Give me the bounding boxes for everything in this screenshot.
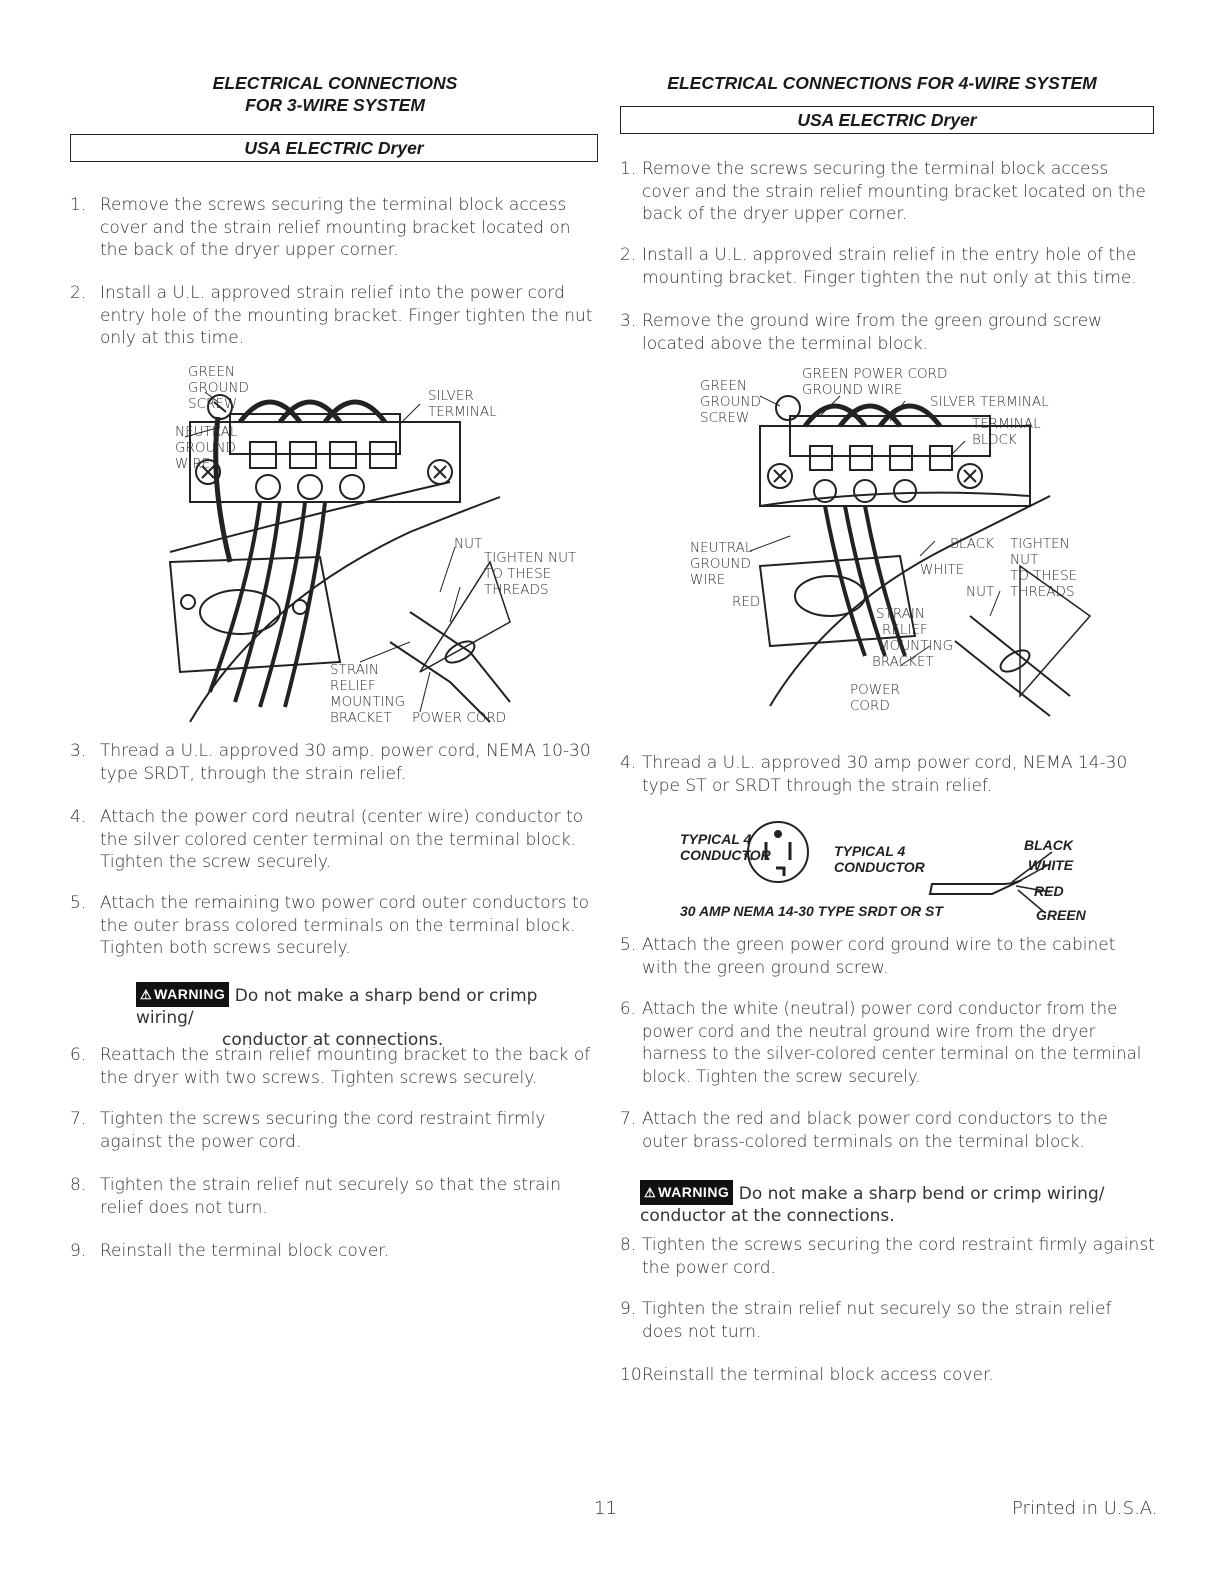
- step-text: Reinstall the terminal block cover.: [100, 1241, 390, 1261]
- warning-text-line1: Do not make a sharp bend or crimp wiring/: [738, 1184, 1105, 1204]
- label-neutral: NEUTRAL: [175, 424, 238, 440]
- label-conductor-b: CONDUCTOR: [834, 859, 925, 875]
- step-number: 6.: [70, 1045, 87, 1065]
- left-step-1: [70, 194, 600, 262]
- label-typical-4a: TYPICAL 4: [680, 831, 752, 847]
- label-black: BLACK: [1024, 837, 1073, 853]
- label-threads: THREADS: [1010, 584, 1075, 600]
- printed-in: Printed in U.S.A.: [1012, 1498, 1158, 1519]
- left-heading-line2: FOR 3-WIRE SYSTEM: [245, 95, 425, 115]
- label-nut-2: NUT: [1010, 552, 1039, 568]
- label-tighten-nut: TIGHTEN NUT: [484, 550, 577, 566]
- step-text: Attach the power cord neutral (center wire) conductor to the silver colored center terminal on the terminal block. Tighten the screw securely.: [100, 807, 584, 872]
- left-step-2: [70, 282, 600, 350]
- step-text: Install a U.L. approved strain relief into the power cord entry hole of the mounting bracket. Finger tighten the nut only at this time.: [100, 283, 593, 348]
- label-bracket: BRACKET: [330, 710, 392, 726]
- label-to-these: TO THESE: [1010, 568, 1078, 584]
- warning-triangle-icon: ⚠: [140, 987, 153, 1002]
- step-number: 8.: [70, 1175, 87, 1195]
- step-number: 7.: [620, 1109, 637, 1129]
- label-typical-4b: TYPICAL 4: [834, 843, 906, 859]
- label-wire: WIRE: [690, 572, 726, 588]
- right-step-10: [620, 1364, 1155, 1387]
- step-number: 3.: [70, 741, 87, 761]
- label-bracket: BRACKET: [872, 654, 934, 670]
- conductor-caption: 30 AMP NEMA 14-30 TYPE SRDT OR ST: [680, 903, 943, 919]
- left-step-6: [70, 1044, 600, 1089]
- label-mounting: MOUNTING: [330, 694, 406, 710]
- label-ground: GROUND: [188, 380, 249, 396]
- label-white: WHITE: [1028, 857, 1074, 873]
- label-strain: STRAIN: [330, 662, 379, 678]
- four-wire-diagram: [690, 366, 1100, 722]
- label-nut: NUT: [966, 584, 995, 600]
- label-green: GREEN: [188, 364, 235, 380]
- step-text: Reinstall the terminal block access cover.: [642, 1365, 994, 1385]
- step-number: 5.: [620, 935, 637, 955]
- step-number: 6.: [620, 999, 636, 1018]
- step-text: Attach the green power cord ground wire to the cabinet with the green ground screw.: [642, 935, 1116, 978]
- label-ground-2: GROUND: [690, 556, 751, 572]
- label-white: WHITE: [920, 562, 965, 578]
- label-ground-2: GROUND: [175, 440, 236, 456]
- label-cord: CORD: [850, 698, 890, 714]
- warning-triangle-icon: ⚠: [644, 1185, 657, 1200]
- label-terminal: TERMINAL: [972, 416, 1041, 432]
- step-number: 1.: [620, 159, 637, 179]
- label-ground-wire: GROUND WIRE: [802, 382, 903, 398]
- left-step-5: [70, 892, 600, 960]
- step-number: 10.: [620, 1365, 648, 1385]
- step-number: 5.: [70, 893, 87, 913]
- label-conductor-a: CONDUCTOR: [680, 847, 771, 863]
- step-number: 2.: [70, 283, 87, 303]
- warning-text-line2: conductor at connections.: [222, 1030, 444, 1050]
- step-number: 8.: [620, 1235, 637, 1255]
- step-text: Remove the ground wire from the green ground screw located above the terminal block.: [642, 311, 1103, 354]
- right-step-8: [620, 1234, 1155, 1279]
- label-strain: STRAIN: [876, 606, 925, 622]
- label-wire: WIRE: [175, 456, 211, 472]
- left-step-3: [70, 740, 600, 785]
- step-text: Thread a U.L. approved 30 amp. power cord, NEMA 10-30 type SRDT, through the strain relief.: [100, 741, 591, 784]
- label-silver-terminal: SILVER TERMINAL: [930, 394, 1049, 410]
- label-red: RED: [1034, 883, 1064, 899]
- left-heading-line1: ELECTRICAL CONNECTIONS: [212, 73, 458, 93]
- label-screw: SCREW: [188, 396, 238, 412]
- conductor-diagram: [672, 812, 1092, 924]
- step-text: Tighten the strain relief nut securely so the strain relief does not turn.: [642, 1299, 1112, 1342]
- right-box-title: USA ELECTRIC Dryer: [620, 106, 1154, 134]
- step-text: Remove the screws securing the terminal block access cover and the strain relief mounting bracket located on the back of the dryer upper corner.: [100, 195, 571, 260]
- label-threads: THREADS: [484, 582, 549, 598]
- label-power: POWER: [850, 682, 901, 698]
- label-mounting: MOUNTING: [878, 638, 954, 654]
- left-step-8: [70, 1174, 600, 1219]
- right-warning: [640, 1180, 1150, 1227]
- label-terminal: TERMINAL: [428, 404, 497, 420]
- page-number: 11: [594, 1498, 617, 1519]
- right-step-1: [620, 158, 1155, 226]
- label-tighten: TIGHTEN: [1010, 536, 1070, 552]
- step-text: Reattach the strain relief mounting bracket to the back of the dryer with two screws. Tighten screws securely.: [100, 1045, 591, 1088]
- right-step-9: [620, 1298, 1155, 1343]
- label-green-power-cord: GREEN POWER CORD: [802, 366, 948, 382]
- label-red: RED: [732, 594, 761, 610]
- label-green: GREEN: [700, 378, 747, 394]
- left-step-9: [70, 1240, 600, 1263]
- step-text: Tighten the strain relief nut securely so that the strain relief does not turn.: [100, 1175, 562, 1218]
- step-number: 3.: [620, 311, 637, 331]
- left-box-title: USA ELECTRIC Dryer: [70, 134, 598, 162]
- label-black: BLACK: [950, 536, 994, 552]
- label-neutral: NEUTRAL: [690, 540, 753, 556]
- left-step-4: [70, 806, 600, 874]
- right-heading: ELECTRICAL CONNECTIONS FOR 4-WIRE SYSTEM: [667, 73, 1097, 93]
- step-text: Attach the red and black power cord conductors to the outer brass-colored terminals on the terminal block.: [642, 1109, 1108, 1152]
- step-text: Thread a U.L. approved 30 amp power cord, NEMA 14-30 type ST or SRDT through the strain relief.: [642, 753, 1128, 796]
- right-step-5: [620, 934, 1155, 979]
- step-text: Attach the remaining two power cord outer conductors to the outer brass colored terminals on the terminal block. Tighten both screws securely.: [100, 893, 590, 958]
- step-number: 7.: [70, 1109, 87, 1129]
- label-screw: SCREW: [700, 410, 750, 426]
- step-number: 9.: [70, 1241, 87, 1261]
- label-power-cord: POWER CORD: [412, 710, 507, 726]
- step-number: 2.: [620, 245, 637, 265]
- three-wire-diagram: [110, 362, 577, 732]
- right-step-3: [620, 310, 1155, 355]
- step-number: 9.: [620, 1299, 637, 1319]
- warning-badge: ⚠ WARNING: [640, 1180, 733, 1205]
- label-to-these: TO THESE: [484, 566, 552, 582]
- step-text: Install a U.L. approved strain relief in the entry hole of the mounting bracket. Finger tighten the nut only at this time.: [642, 245, 1137, 288]
- label-relief: RELIEF: [330, 678, 376, 694]
- left-warning: [136, 982, 596, 1051]
- step-text: Tighten the screws securing the cord restraint firmly against the power cord.: [642, 1235, 1155, 1278]
- label-relief: RELIEF: [882, 622, 928, 638]
- step-number: 4.: [620, 753, 637, 773]
- label-nut: NUT: [454, 536, 483, 552]
- right-step-2: [620, 244, 1155, 289]
- step-text: Attach the white (neutral) power cord conductor from the power cord and the neutral ground wire from the dryer harness to the silver-colored center terminal on the terminal block. Tighten the screw securely.: [642, 999, 1142, 1086]
- step-text: Remove the screws securing the terminal block access cover and the strain relief mounting bracket located on the back of the dryer upper corner.: [642, 159, 1146, 224]
- step-number: 1.: [70, 195, 87, 215]
- right-step-6: [620, 998, 1155, 1088]
- warning-text-line1: Do not make a sharp bend or crimp wiring/: [136, 986, 538, 1028]
- right-step-7: [620, 1108, 1155, 1153]
- left-step-7: [70, 1108, 605, 1153]
- warning-badge: ⚠ WARNING: [136, 982, 229, 1007]
- label-green: GREEN: [1036, 907, 1086, 923]
- label-block: BLOCK: [972, 432, 1017, 448]
- step-number: 4.: [70, 807, 87, 827]
- right-step-4: [620, 752, 1155, 797]
- label-silver: SILVER: [428, 388, 474, 404]
- step-text: Tighten the screws securing the cord restraint firmly against the power cord.: [100, 1109, 546, 1152]
- label-ground: GROUND: [700, 394, 761, 410]
- warning-text-line2: conductor at the connections.: [640, 1206, 895, 1226]
